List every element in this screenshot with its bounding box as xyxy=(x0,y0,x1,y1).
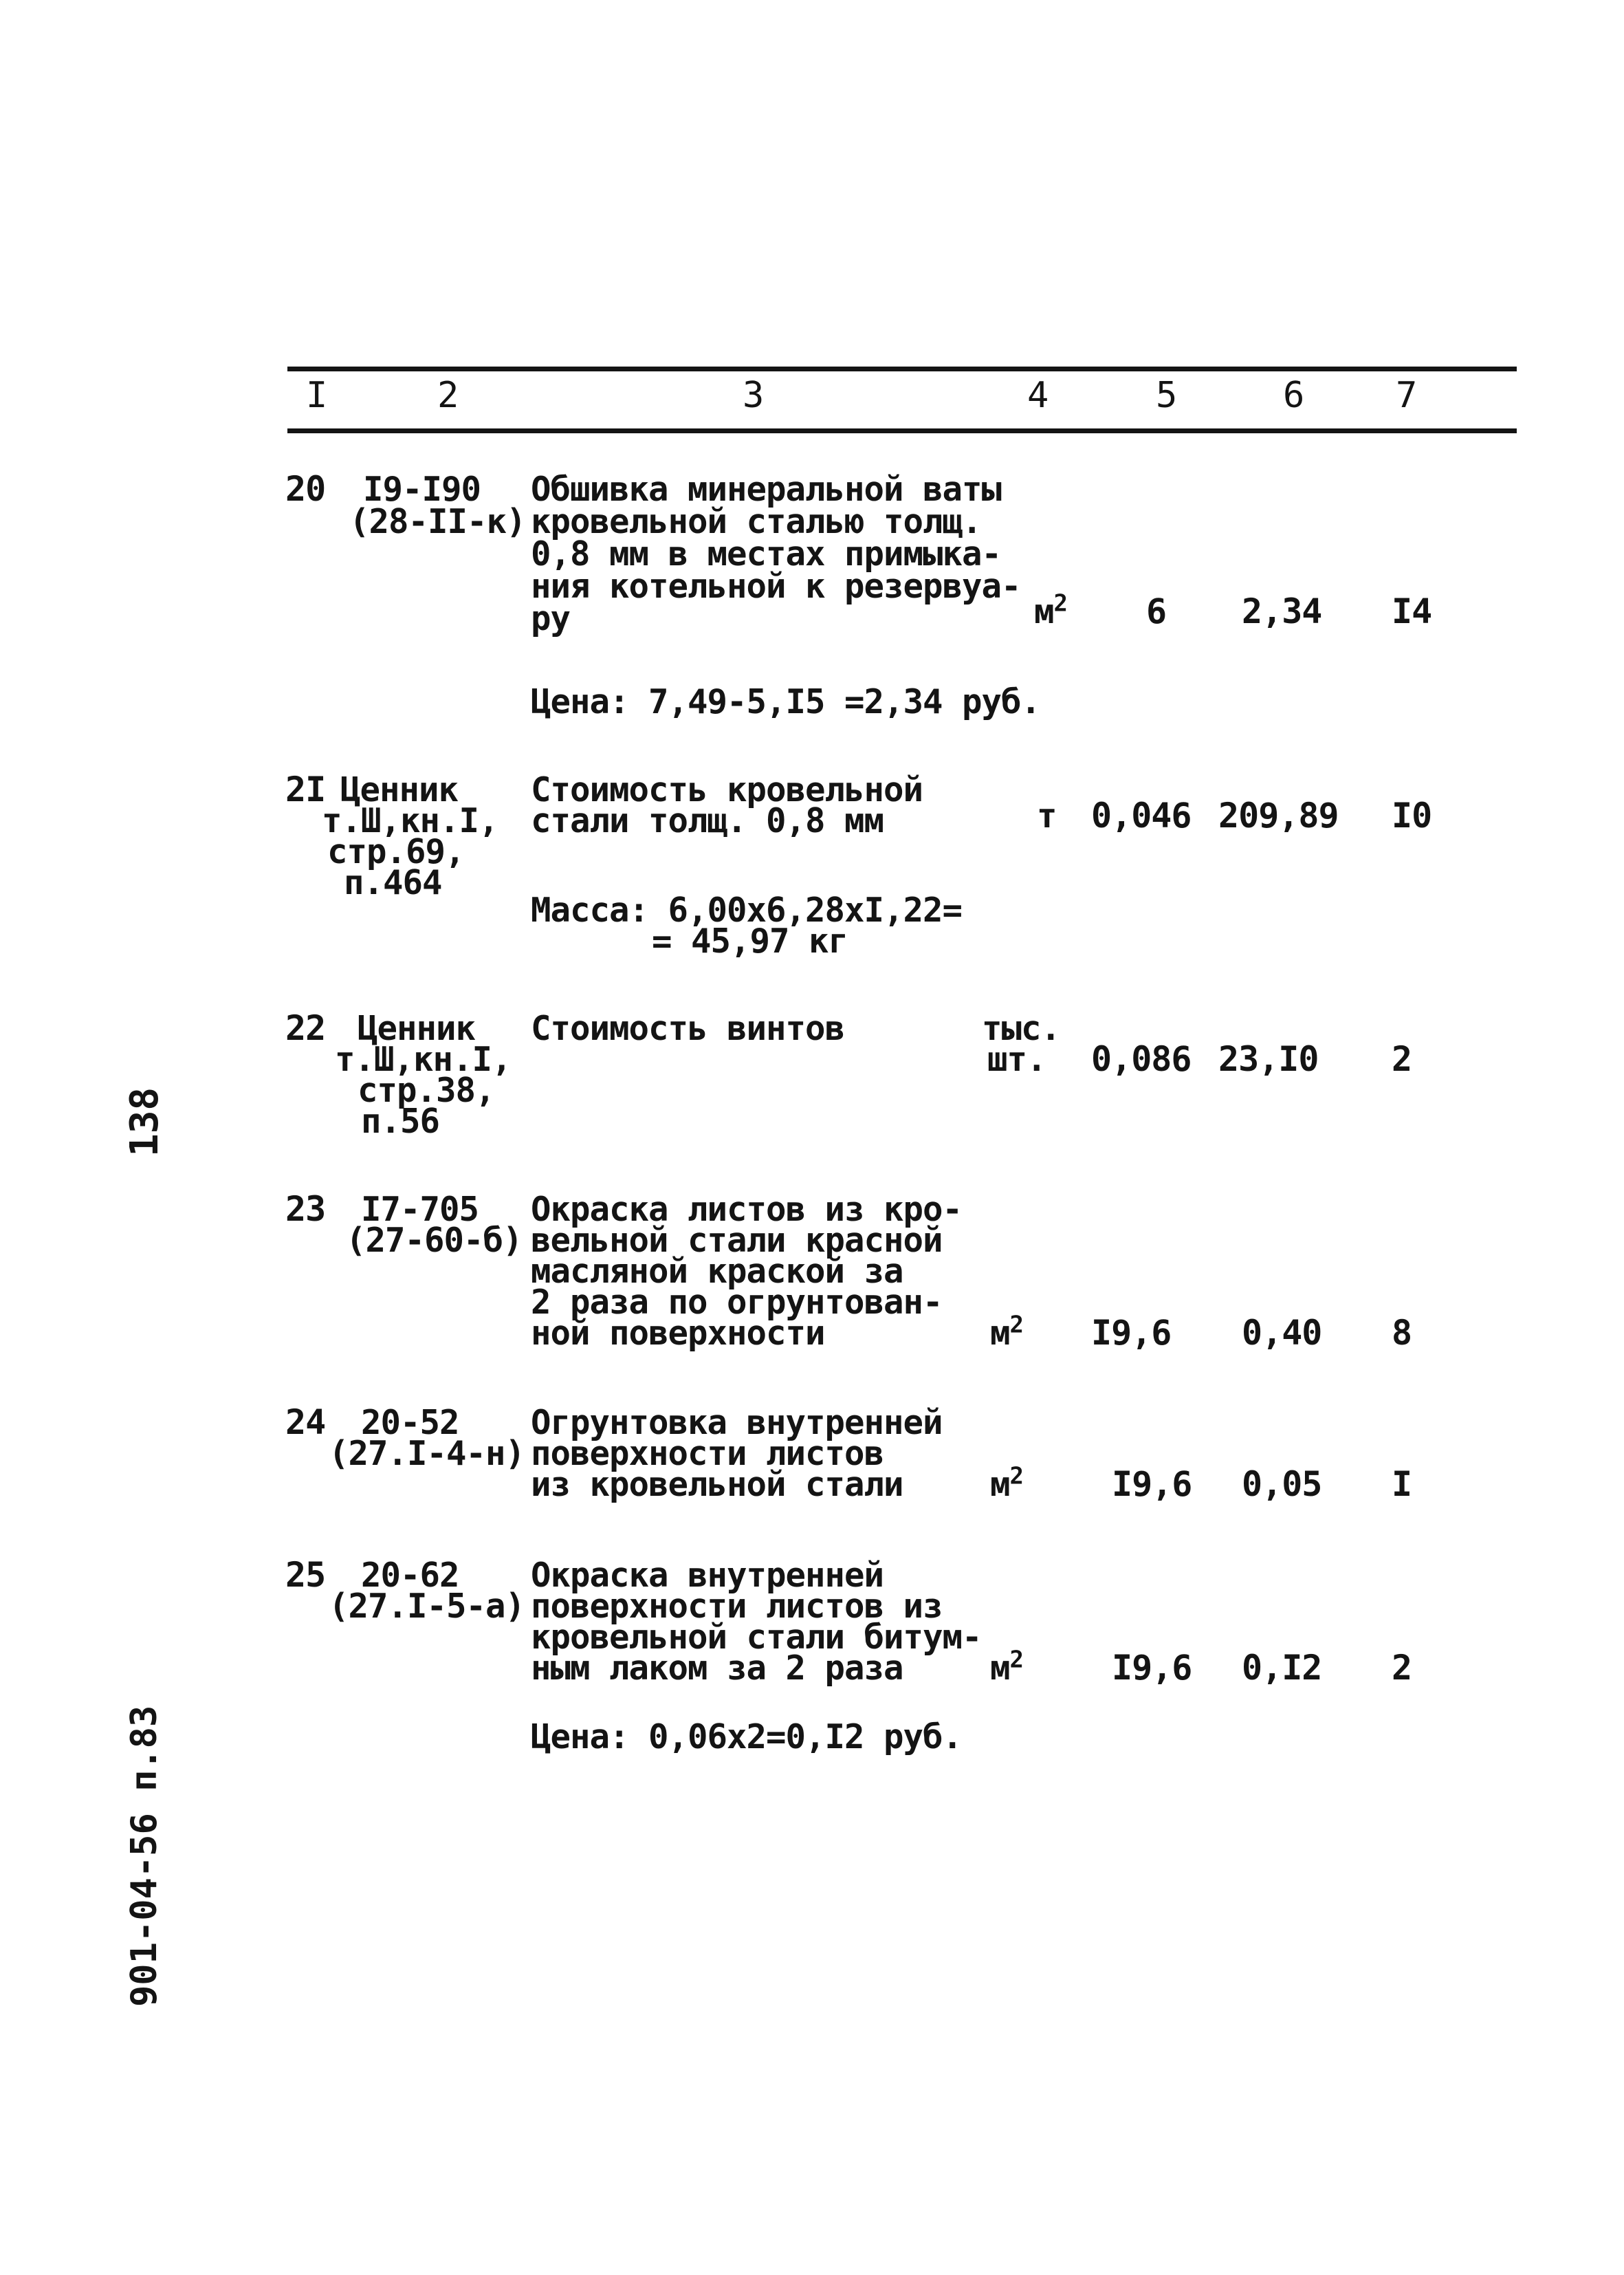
norm-code-line: 20-62 xyxy=(361,1556,459,1595)
total-cost: 8 xyxy=(1392,1313,1412,1353)
table-top-rule xyxy=(287,367,1517,371)
unit-price: 2,34 xyxy=(1242,591,1322,631)
description-line: 2 раза по огрунтован- xyxy=(531,1283,943,1322)
norm-code-line: I9-I90 xyxy=(363,470,481,509)
document-code: 901-04-56 п.83 xyxy=(124,1705,165,2007)
description-line: Обшивка минеральной ваты xyxy=(531,470,1002,509)
unit: $м^2$ xyxy=(990,1462,1023,1504)
description-line: ным лаком за 2 раза xyxy=(531,1648,903,1688)
norm-code-line: Ценник xyxy=(340,770,459,809)
description-line: кровельной сталью толщ. xyxy=(531,502,982,541)
quantity: 6 xyxy=(1146,591,1167,631)
col-header-4: 4 xyxy=(1027,375,1049,416)
description-line: поверхности листов из xyxy=(531,1587,943,1626)
description-line: вельной стали красной xyxy=(531,1221,943,1260)
quantity: I9,6 xyxy=(1091,1313,1172,1353)
total-cost: 2 xyxy=(1392,1039,1412,1079)
description-line: кровельной стали битум- xyxy=(531,1618,982,1657)
norm-code-line: Ценник xyxy=(358,1009,476,1048)
calculation-note: Цена: 0,06x2=0,I2 руб. xyxy=(531,1717,963,1756)
calculation-note: Масса: 6,00x6,28xI,22= xyxy=(531,891,963,930)
norm-code-line: (27-60-б) xyxy=(346,1221,523,1260)
quantity: 0,086 xyxy=(1091,1039,1192,1079)
unit-line-2: шт. xyxy=(987,1040,1046,1079)
unit-exponent: 2 xyxy=(1009,1646,1023,1674)
row-number: 22 xyxy=(285,1008,326,1048)
col-header-2: 2 xyxy=(437,375,459,416)
description-line: Стоимость винтов xyxy=(531,1009,845,1048)
norm-code-line: (28-II-к) xyxy=(349,502,526,541)
col-header-3: 3 xyxy=(743,375,765,416)
norm-code-line: (27.I-4-н) xyxy=(329,1434,525,1473)
description-line: ру xyxy=(531,599,571,638)
row-number: 24 xyxy=(285,1402,326,1442)
norm-code-line: т.Ш,кн.I, xyxy=(322,801,498,840)
total-cost: I0 xyxy=(1392,796,1432,836)
unit: $м^2$ xyxy=(990,1311,1023,1353)
description-line: Окраска внутренней xyxy=(531,1556,884,1595)
description-line: Огрунтовка внутренней xyxy=(531,1403,943,1442)
unit: $м^2$ xyxy=(1034,589,1067,631)
unit-price: 0,40 xyxy=(1242,1313,1322,1353)
unit: $м^2$ xyxy=(990,1646,1023,1688)
unit-price: 23,I0 xyxy=(1218,1039,1319,1079)
unit-exponent: 2 xyxy=(1053,589,1067,618)
norm-code-line: 20-52 xyxy=(361,1403,459,1442)
quantity: I9,6 xyxy=(1112,1648,1192,1688)
calculation-note: = 45,97 кг xyxy=(652,922,848,961)
description-line: ния котельной к резервуа- xyxy=(531,567,1021,606)
description-line: из кровельной стали xyxy=(531,1465,903,1504)
norm-code-line: п.56 xyxy=(361,1102,440,1141)
description-line: масляной краской за xyxy=(531,1252,903,1291)
total-cost: I4 xyxy=(1392,591,1432,631)
unit-exponent: 2 xyxy=(1009,1462,1023,1490)
unit-price: 0,I2 xyxy=(1242,1648,1322,1688)
norm-code-line: п.464 xyxy=(344,863,442,902)
description-line: 0,8 мм в местах примыка- xyxy=(531,534,1002,574)
unit: т xyxy=(1037,796,1057,836)
norm-code-line: стр.69, xyxy=(327,832,465,871)
description-line: Окраска листов из кро- xyxy=(531,1190,963,1229)
quantity: I9,6 xyxy=(1112,1464,1192,1504)
col-header-7: 7 xyxy=(1396,375,1418,416)
total-cost: 2 xyxy=(1392,1648,1412,1688)
total-cost: I xyxy=(1392,1464,1412,1504)
unit: тыс. xyxy=(982,1009,1061,1048)
unit-price: 0,05 xyxy=(1242,1464,1322,1504)
table-header-rule xyxy=(287,428,1517,433)
col-header-6: 6 xyxy=(1283,375,1305,416)
unit-exponent: 2 xyxy=(1009,1311,1023,1339)
col-header-5: 5 xyxy=(1156,375,1178,416)
description-line: ной поверхности xyxy=(531,1314,825,1353)
unit-price: 209,89 xyxy=(1218,796,1339,836)
row-number: 2I xyxy=(285,770,326,809)
quantity: 0,046 xyxy=(1091,796,1192,836)
norm-code-line: (27.I-5-а) xyxy=(329,1587,525,1626)
row-number: 23 xyxy=(285,1189,326,1229)
description-line: поверхности листов xyxy=(531,1434,884,1473)
norm-code-line: т.Ш,кн.I, xyxy=(335,1040,512,1079)
col-header-1: I xyxy=(306,375,328,416)
description-line: Стоимость кровельной xyxy=(531,770,923,809)
row-number: 25 xyxy=(285,1555,326,1595)
norm-code-line: I7-705 xyxy=(361,1190,479,1229)
norm-code-line: стр.38, xyxy=(358,1071,495,1110)
description-line: стали толщ. 0,8 мм xyxy=(531,801,884,840)
row-number: 20 xyxy=(285,469,326,509)
calculation-note: Цена: 7,49-5,I5 =2,34 руб. xyxy=(531,682,1041,721)
page-number: 138 xyxy=(122,1087,167,1157)
